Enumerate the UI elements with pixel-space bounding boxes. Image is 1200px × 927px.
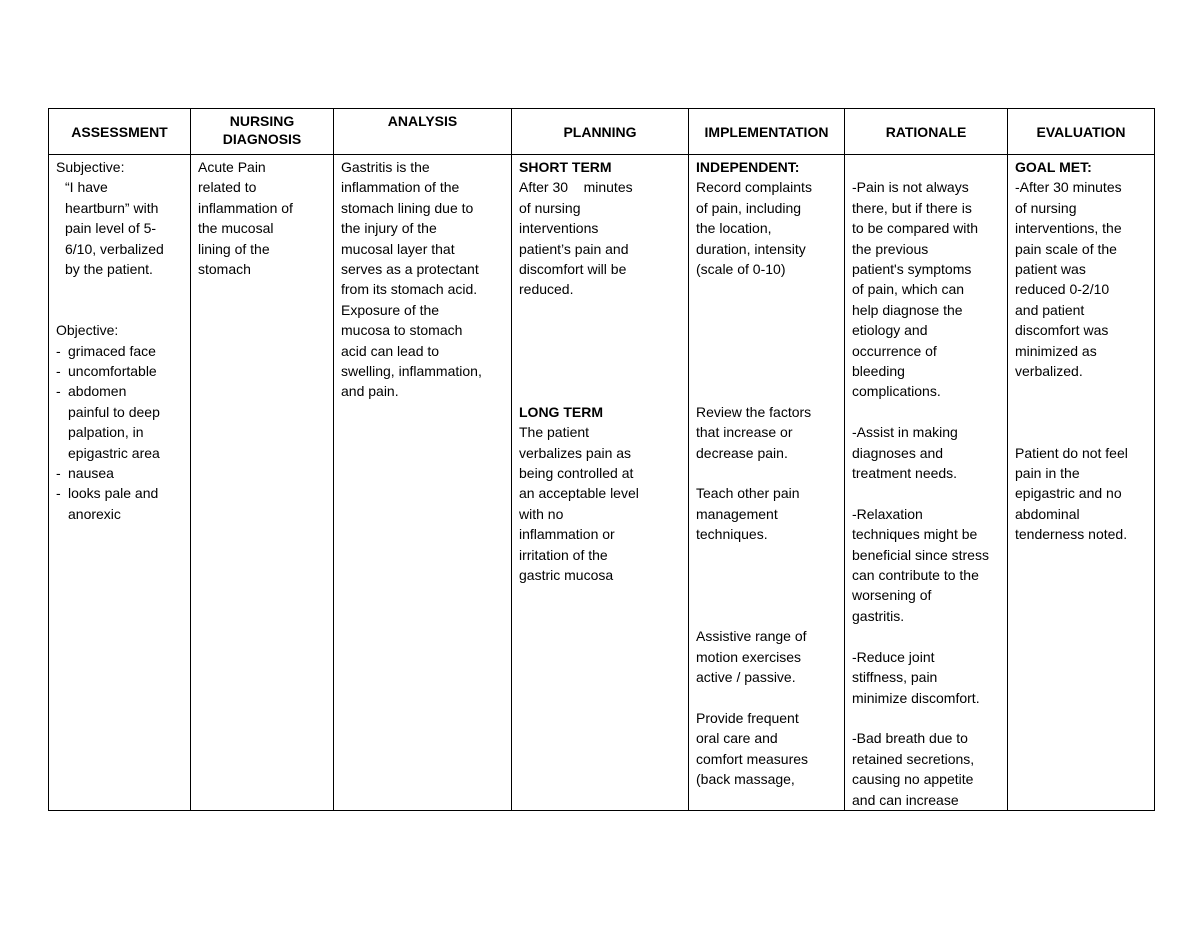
text-line: The patient xyxy=(519,424,590,441)
text-line: -Assist in making xyxy=(852,424,958,441)
objective-item xyxy=(56,341,184,361)
text-line: patient was xyxy=(1015,261,1086,278)
planning-cell xyxy=(512,155,689,811)
text-line: swelling, inflammation, xyxy=(341,363,482,380)
text-line: active / passive. xyxy=(696,668,796,685)
text-line: -Pain is not always xyxy=(852,179,969,196)
text-line: retained secretions, xyxy=(852,750,975,767)
dash-marker: - xyxy=(56,485,61,502)
text-line: of pain, including xyxy=(696,199,802,216)
objective-label: Objective: xyxy=(56,322,119,339)
text-line: gastritis. xyxy=(852,607,905,624)
text-line: epigastric and no xyxy=(1015,485,1122,502)
text-line: tenderness noted. xyxy=(1015,526,1128,543)
text-line: epigastric area xyxy=(68,444,160,461)
content-row xyxy=(49,155,1155,811)
text-line: there, but if there is xyxy=(852,199,972,216)
text-line: the previous xyxy=(852,240,929,257)
text-line: reduced 0-2/10 xyxy=(1015,281,1110,298)
text-line: complications. xyxy=(852,383,941,400)
header-row xyxy=(49,109,1155,155)
text-line: inflammation of xyxy=(198,199,293,216)
text-line: Exposure of the xyxy=(341,301,440,318)
text-line: treatment needs. xyxy=(852,465,958,482)
text-line: gastric mucosa xyxy=(519,567,614,584)
text-line: being controlled at xyxy=(519,465,634,482)
header-nursing-diagnosis: NURSING DIAGNOSIS xyxy=(191,109,334,155)
text-line: stomach lining due to xyxy=(341,199,474,216)
text-line: interventions xyxy=(519,220,599,237)
text-line: grimaced face xyxy=(68,342,156,359)
text-line: looks pale and xyxy=(68,485,159,502)
text-line: patient's symptoms xyxy=(852,261,972,278)
text-line: uncomfortable xyxy=(68,363,157,380)
text-line: of nursing xyxy=(519,199,581,216)
subjective-text xyxy=(56,177,184,279)
header-evaluation: EVALUATION xyxy=(1008,109,1155,155)
text-line: management xyxy=(696,505,778,522)
text-line: pain level of 5- xyxy=(65,220,157,237)
goal-met-label: GOAL MET: xyxy=(1015,159,1092,175)
text-line: (back massage, xyxy=(696,771,795,787)
header-analysis: ANALYSIS xyxy=(334,109,512,155)
text-line: nausea xyxy=(68,465,114,482)
text-line: diagnoses and xyxy=(852,444,944,461)
dash-marker: - xyxy=(56,363,61,380)
text-line: of nursing xyxy=(1015,199,1077,216)
objective-item xyxy=(56,483,184,524)
text-line: Provide frequent xyxy=(696,709,799,726)
text-line: beneficial since stress xyxy=(852,546,989,563)
text-line: Teach other pain xyxy=(696,485,800,502)
independent-label: INDEPENDENT: xyxy=(696,159,800,175)
header-assessment: ASSESSMENT xyxy=(49,109,191,155)
text-line: painful to deep xyxy=(68,403,160,420)
text-line: anorexic xyxy=(68,505,121,522)
text-line: pain scale of the xyxy=(1015,240,1117,257)
dash-marker: - xyxy=(56,383,61,400)
text-line: -Reduce joint xyxy=(852,648,935,665)
text-line: techniques might be xyxy=(852,526,978,543)
text-line: an acceptable level xyxy=(519,485,639,502)
evaluation-cell xyxy=(1008,155,1155,811)
text-line: the location, xyxy=(696,220,772,237)
analysis-cell xyxy=(334,155,512,811)
text-line: patient’s pain and xyxy=(519,240,629,257)
text-line: Acute Pain xyxy=(198,159,266,175)
text-line: -Relaxation xyxy=(852,505,923,522)
objective-item xyxy=(56,381,184,463)
text-line: Assistive range of xyxy=(696,628,807,645)
header-planning: PLANNING xyxy=(512,109,689,155)
text-line: occurrence of xyxy=(852,342,937,359)
text-line: verbalizes pain as xyxy=(519,444,632,461)
text-line: minimize discomfort. xyxy=(852,689,980,706)
text-line: worsening of xyxy=(852,587,932,604)
dash-marker: - xyxy=(56,465,61,482)
text-line: reduced. xyxy=(519,281,574,298)
implementation-cell xyxy=(689,155,845,811)
text-line: bleeding xyxy=(852,363,905,380)
text-line: serves as a protectant xyxy=(341,261,479,278)
text-line: can contribute to the xyxy=(852,567,979,584)
dash-marker: - xyxy=(56,342,61,359)
text-line: discomfort will be xyxy=(519,261,627,278)
short-term-label: SHORT TERM xyxy=(519,159,612,175)
text-line: After 30 minutes xyxy=(519,179,633,196)
text-line: stiffness, pain xyxy=(852,669,938,686)
text-line: and can increase xyxy=(852,791,959,808)
text-line: decrease pain. xyxy=(696,444,788,461)
text-line: motion exercises xyxy=(696,648,802,665)
text-line: 6/10, verbalized xyxy=(65,240,164,257)
subjective-label: Subjective: xyxy=(56,159,125,175)
objective-item xyxy=(56,361,184,381)
text-line: heartburn” with xyxy=(65,199,159,216)
text-line: discomfort was xyxy=(1015,322,1109,339)
text-line: by the patient. xyxy=(65,261,153,278)
text-line: stomach xyxy=(198,261,251,278)
text-line: to be compared with xyxy=(852,220,979,237)
header-implementation: IMPLEMENTATION xyxy=(689,109,845,155)
text-line: with no xyxy=(519,505,564,522)
text-line: verbalized. xyxy=(1015,363,1083,380)
text-line: causing no appetite xyxy=(852,771,974,788)
text-line: etiology and xyxy=(852,322,928,339)
text-line: palpation, in xyxy=(68,424,144,441)
text-line: acid can lead to xyxy=(341,342,440,359)
text-line: abdomen xyxy=(68,383,127,400)
text-line: of pain, which can xyxy=(852,281,965,298)
text-line: and patient xyxy=(1015,301,1085,318)
text-line: Patient do not feel xyxy=(1015,444,1128,461)
text-line: oral care and xyxy=(696,730,778,747)
text-line: (scale of 0-10) xyxy=(696,261,786,278)
rationale-cell xyxy=(845,155,1008,811)
nursing-care-plan-table xyxy=(48,108,1155,811)
text-line: interventions, the xyxy=(1015,220,1122,237)
text-line: mucosa to stomach xyxy=(341,322,463,339)
text-line: -After 30 minutes xyxy=(1015,179,1122,196)
nursing-diagnosis-cell xyxy=(191,155,334,811)
text-line: the mucosal xyxy=(198,220,274,237)
text-line: Gastritis is the xyxy=(341,159,430,175)
text-line: -Bad breath due to xyxy=(852,730,968,747)
text-line: and pain. xyxy=(341,383,399,400)
text-line: that increase or xyxy=(696,424,793,441)
text-line: lining of the xyxy=(198,240,270,257)
text-line: Record complaints xyxy=(696,179,812,196)
text-line: techniques. xyxy=(696,526,768,543)
objective-item xyxy=(56,463,184,483)
long-term-label: LONG TERM xyxy=(519,403,603,420)
text-line: help diagnose the xyxy=(852,301,963,318)
text-line: Review the factors xyxy=(696,403,812,420)
assessment-cell xyxy=(49,155,191,811)
text-line: inflammation or xyxy=(519,526,615,543)
text-line: pain in the xyxy=(1015,465,1080,482)
text-line: “I have xyxy=(65,179,108,196)
text-line: the injury of the xyxy=(341,220,437,237)
text-line: related to xyxy=(198,179,257,196)
text-line: comfort measures xyxy=(696,750,809,767)
text-line: mucosal layer that xyxy=(341,240,455,257)
text-line: from its stomach acid. xyxy=(341,281,478,298)
text-line: minimized as xyxy=(1015,342,1097,359)
header-rationale: RATIONALE xyxy=(845,109,1008,155)
text-line: inflammation of the xyxy=(341,179,460,196)
text-line: irritation of the xyxy=(519,546,608,563)
text-line: abdominal xyxy=(1015,505,1080,522)
text-line: duration, intensity xyxy=(696,240,806,257)
